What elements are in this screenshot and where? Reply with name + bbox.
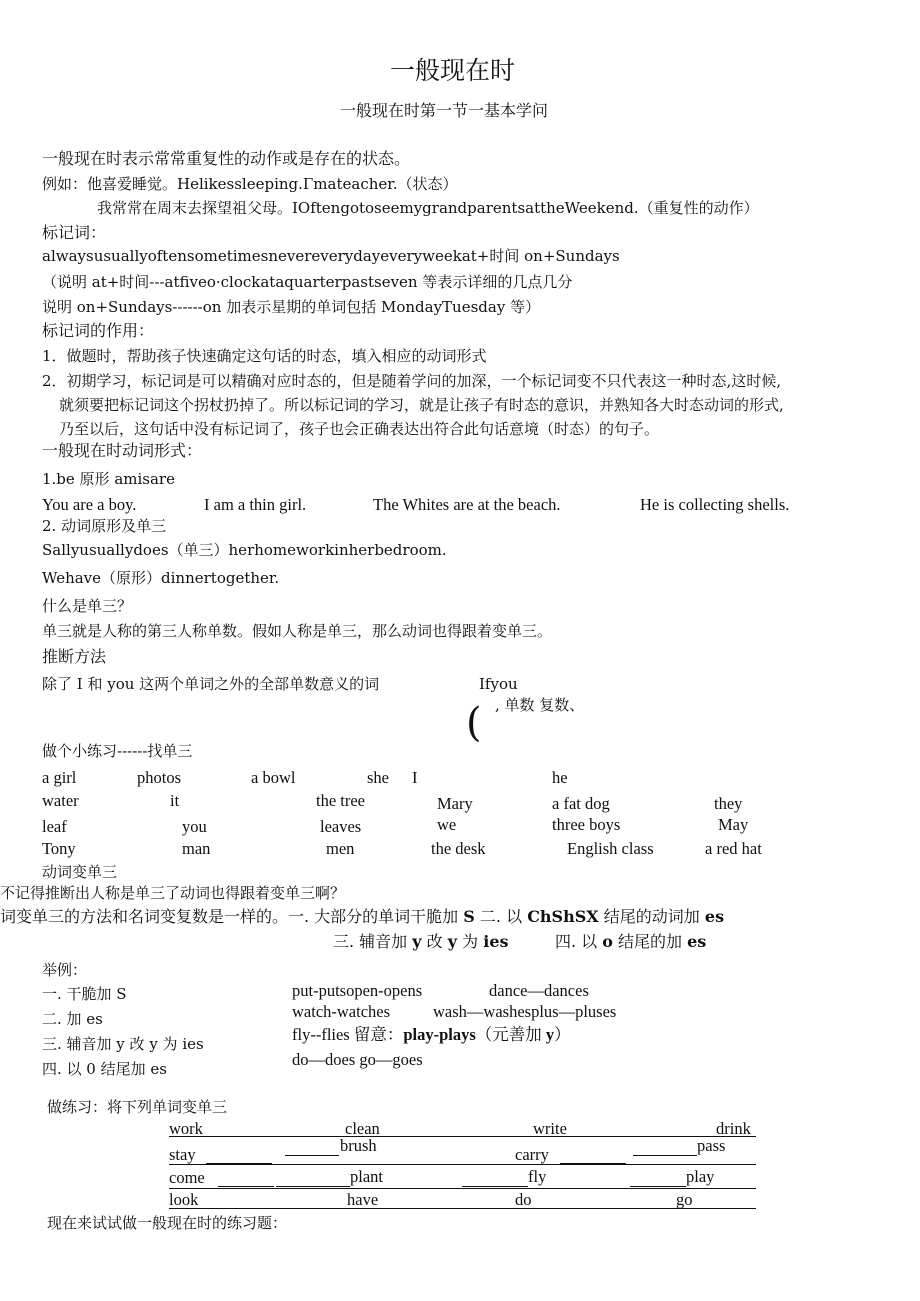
rules-text: es xyxy=(687,932,707,951)
exercise2-word: write xyxy=(533,1119,567,1138)
exercise1-word: they xyxy=(714,794,743,813)
exercise1-word: a bowl xyxy=(251,768,296,787)
rules-line-2 xyxy=(0,907,724,927)
rules-line-3b xyxy=(555,932,706,952)
examples-pair xyxy=(292,1025,571,1045)
rules-text: es xyxy=(704,907,725,926)
rules-text: y xyxy=(447,932,458,951)
examples-pair: wash—washesplus—pluses xyxy=(433,1002,617,1021)
third-person-answer: 单三就是人称的第三人称单数。假如人称是单三，那么动词也得跟着变单三。 xyxy=(42,622,553,640)
markers-words: alwaysusuallyoftensometimesnevereverydayeveryweekat+时间 on+Sundays xyxy=(42,247,620,265)
examples-rule: 三. 辅音加 y 改 y 为 ies xyxy=(42,1035,204,1053)
exercise1-word: men xyxy=(326,839,355,858)
exercise1-word: leaf xyxy=(42,817,67,836)
rules-text: S xyxy=(463,907,475,926)
examples-pair: dance—dances xyxy=(489,981,589,1000)
rules-text: ChShSX xyxy=(527,907,599,926)
examples-pair: do—does go—goes xyxy=(292,1050,423,1069)
exercise1-word: three boys xyxy=(552,815,621,834)
examples-text: （元善加 xyxy=(475,1025,546,1044)
rules-text: 二. 以 xyxy=(474,907,528,926)
example-line-2: 我常常在周末去探望祖父母。IOftengotoseemygrandparentsattheWeekend.（重复性的动作） xyxy=(97,199,759,217)
examples-text: ） xyxy=(554,1025,571,1044)
answer-line[interactable] xyxy=(169,1136,756,1137)
exercise2-word: play xyxy=(686,1167,715,1186)
exercise1-word: the desk xyxy=(431,839,486,858)
be-heading: 1.be 原形 amisare xyxy=(42,470,175,488)
markers-note-1: （说明 at+时间---atfiveo·clockataquarterpastseven 等表示详细的几点几分 xyxy=(42,273,573,291)
exercise2-word: have xyxy=(347,1190,379,1209)
exercise1-word: I xyxy=(412,768,418,787)
rules-text: o xyxy=(602,932,613,951)
answer-blank[interactable] xyxy=(633,1155,697,1156)
be-example: You are a boy. xyxy=(42,495,137,514)
exercise2-word: plant xyxy=(350,1167,383,1186)
rules-text: ies xyxy=(483,932,509,951)
exercise2-word: carry xyxy=(515,1145,549,1164)
example-line-1: 例如：他喜爱睡觉。Helikessleeping.Γmateacher.（状态） xyxy=(42,175,458,193)
exercise1-word: Tony xyxy=(42,839,76,858)
rules-text: 结尾的加 xyxy=(612,932,688,951)
markers-role-heading: 标记词的作用： xyxy=(42,321,155,340)
be-example: I am a thin girl. xyxy=(204,495,307,514)
singular-plural-text: , 单数 复数、 xyxy=(495,696,585,714)
answer-blank[interactable] xyxy=(218,1186,274,1187)
rules-text: y xyxy=(412,932,422,951)
examples-rule: 四. 以 0 结尾加 es xyxy=(42,1060,167,1078)
exercise1-word: a red hat xyxy=(705,839,762,858)
rules-text: 改 xyxy=(421,932,448,951)
examples-rule: 二. 加 es xyxy=(42,1010,103,1028)
exercise1-word: we xyxy=(437,815,457,834)
examples-rule: 一. 干脆加 S xyxy=(42,985,127,1003)
rules-text: 结尾的动词加 xyxy=(598,907,705,926)
markers-role-2-line-2: 就须要把标记词这个拐杖扔掉了。所以标记词的学习，就是让孩子有时态的意识，并熟知各大时态动词的形式, xyxy=(59,396,784,414)
exercise1-word: leaves xyxy=(320,817,362,836)
exercise2-word: come xyxy=(169,1168,205,1187)
exercise2-word: fly xyxy=(528,1167,547,1186)
rules-heading: 动词变单三 xyxy=(42,863,118,881)
exercise1-word: water xyxy=(42,791,79,810)
exercise1-word: it xyxy=(170,791,180,810)
exercise1-word: photos xyxy=(137,768,182,787)
footer-text: 现在来试试做一般现在时的练习题： xyxy=(47,1214,288,1232)
answer-blank[interactable] xyxy=(462,1186,528,1187)
rules-text: 三. 辅音加 xyxy=(333,932,413,951)
exercise1-word: the tree xyxy=(316,791,366,810)
rules-line-1: 不记得推断出人称是单三了动词也得跟着变单三啊？ xyxy=(0,884,346,902)
markers-note-2: 说明 on+Sundays------on 加表示星期的单词包括 MondayTuesday 等） xyxy=(42,298,541,316)
examples-pair: watch-watches xyxy=(292,1002,391,1021)
third-person-question: 什么是单三？ xyxy=(42,597,133,615)
exercise2-word: pass xyxy=(697,1136,726,1155)
exercise2-heading: 做练习：将下列单词变单三 xyxy=(47,1098,228,1116)
answer-blank[interactable] xyxy=(285,1155,339,1156)
exercise1-word: a fat dog xyxy=(552,794,610,813)
bracket-glyph: ( xyxy=(466,700,482,746)
rules-text: 词变单三的方法和名词变复数是一样的。一. 大部分的单词干脆加 xyxy=(0,907,464,926)
exercise1-word: she xyxy=(367,768,389,787)
answer-line[interactable] xyxy=(169,1188,756,1189)
exercise2-word: work xyxy=(169,1119,203,1138)
markers-role-2-line-3: 乃至以后，这句话中没有标记词了，孩子也会正确表达出符合此句话意境（时态）的句子。 xyxy=(59,420,660,438)
exercise2-word: stay xyxy=(169,1145,196,1164)
ifyou-text: Ifyou xyxy=(479,675,518,693)
exercise1-heading: 做个小练习------找单三 xyxy=(42,742,193,760)
examples-pair: put-putsopen-opens xyxy=(292,981,423,1000)
base-form-example-2: Wehave（原形）dinnertogether. xyxy=(42,569,280,587)
answer-line[interactable] xyxy=(169,1208,756,1209)
examples-text: y xyxy=(545,1025,555,1044)
examples-text: play-plays xyxy=(403,1025,476,1044)
rules-text: 四. 以 xyxy=(555,932,603,951)
exercise1-word: Mary xyxy=(437,794,473,813)
definition-text: 一般现在时表示常常重复性的动作或是存在的状态。 xyxy=(42,149,411,168)
answer-blank[interactable] xyxy=(276,1186,350,1187)
exercise2-word: drink xyxy=(716,1119,751,1138)
examples-heading: 举例： xyxy=(42,961,88,979)
answer-line[interactable] xyxy=(169,1164,756,1165)
rules-line-3a xyxy=(333,932,509,952)
exercise2-word: brush xyxy=(340,1136,377,1155)
answer-blank[interactable] xyxy=(630,1186,686,1187)
markers-role-1: 1．做题时，帮助孩子快速确定这句话的时态，填入相应的动词形式 xyxy=(42,347,487,365)
rules-text: 为 xyxy=(457,932,484,951)
exercise1-word: you xyxy=(182,817,207,836)
page-title: 一般现在时 xyxy=(390,56,516,85)
exercise1-word: he xyxy=(552,768,568,787)
be-example: He is collecting shells. xyxy=(640,495,790,514)
markers-role-2-line-1: 2．初期学习，标记词是可以精确对应时态的，但是随着学问的加深，一个标记词变不只代表这一种时态,这时候, xyxy=(42,372,782,390)
exercise1-word: English class xyxy=(567,839,654,858)
page-subtitle: 一般现在时第一节一基本学问 xyxy=(340,101,549,120)
be-example: The Whites are at the beach. xyxy=(373,495,561,514)
exercise2-word: do xyxy=(515,1190,532,1209)
exercise2-word: look xyxy=(169,1190,199,1209)
exercise2-word: go xyxy=(676,1190,693,1209)
method-heading: 推断方法 xyxy=(42,647,107,666)
base-form-heading: 2. 动词原形及单三 xyxy=(42,517,167,535)
base-form-example-1: Sallyusuallydoes（单三）herhomeworkinherbedroom. xyxy=(42,541,447,559)
exercise1-word: a girl xyxy=(42,768,77,787)
exercise1-word: May xyxy=(718,815,749,834)
method-text: 除了 I 和 you 这两个单词之外的全部单数意义的词 xyxy=(42,675,380,693)
exercise2-word: clean xyxy=(345,1119,380,1138)
exercise1-word: man xyxy=(182,839,211,858)
verb-forms-heading: 一般现在时动词形式： xyxy=(42,441,203,460)
markers-heading: 标记词： xyxy=(42,223,107,242)
examples-text: fly--flies 留意： xyxy=(292,1025,404,1044)
